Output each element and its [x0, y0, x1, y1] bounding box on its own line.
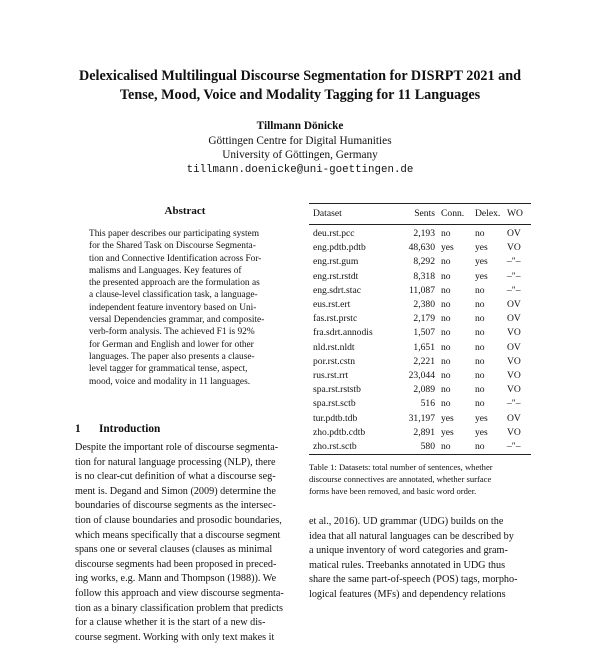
- table-caption: [309, 462, 531, 497]
- table-cell: no: [475, 299, 485, 311]
- table-row: [309, 255, 531, 269]
- table-cell: no: [441, 313, 451, 325]
- table-row: [309, 412, 531, 426]
- right-column-text: [309, 515, 531, 603]
- table-cell: –"–: [507, 256, 521, 268]
- author-block: [100, 119, 500, 177]
- table-cell: rus.rst.rrt: [313, 370, 349, 382]
- table-body: [309, 225, 531, 455]
- table-cell: eng.sdrt.stac: [313, 284, 361, 296]
- intro-line: for a clause whether it is the start of a new dis-: [75, 617, 266, 629]
- table-cell: nld.rst.nldt: [313, 341, 355, 353]
- abstract-line: tion and Connective Identification across For-: [89, 253, 262, 264]
- table-row: [309, 440, 531, 455]
- table-cell: VO: [507, 426, 521, 438]
- table-cell: zho.pdtb.cdtb: [313, 426, 366, 438]
- table-row: [309, 225, 531, 242]
- table-cell: no: [475, 341, 485, 353]
- table-cell: yes: [475, 270, 488, 282]
- table-row: [309, 355, 531, 369]
- table-cell: no: [441, 284, 451, 296]
- table-cell: 580: [420, 441, 435, 453]
- table-cell: 516: [420, 398, 435, 410]
- abstract-line: This paper describes our participating system: [89, 229, 260, 239]
- column-header: Sents: [414, 207, 435, 219]
- table-cell: 2,089: [413, 384, 435, 396]
- table-cell: yes: [475, 426, 488, 438]
- table-cell: OV: [507, 299, 521, 311]
- intro-line: tion for natural language processing (NLP), there: [75, 456, 276, 468]
- table-cell: yes: [475, 256, 488, 268]
- intro-line: spans one or several clauses (clauses as minimal: [75, 544, 273, 556]
- table-row: [309, 241, 531, 255]
- column-header: Dataset: [313, 207, 342, 219]
- table-cell: fra.sdrt.annodis: [313, 327, 373, 339]
- body-line: matical rules. Treebanks annotated in UDG thus: [309, 559, 506, 571]
- table-cell: 2,179: [413, 313, 435, 325]
- abstract-heading: Abstract: [164, 205, 206, 217]
- abstract-line: for the Shared Task on Discourse Segmenta-: [89, 241, 256, 252]
- table-cell: VO: [507, 355, 521, 367]
- table-cell: OV: [507, 228, 521, 239]
- introduction-text: [75, 441, 297, 645]
- table-cell: no: [475, 313, 485, 325]
- table-cell: eng.rst.gum: [313, 256, 359, 268]
- table-cell: yes: [441, 426, 454, 438]
- table-row: [309, 369, 531, 383]
- table-cell: deu.rst.pcc: [313, 228, 355, 239]
- table-cell: OV: [507, 341, 521, 353]
- table-cell: 2,891: [413, 426, 435, 438]
- datasets-table: [309, 203, 531, 455]
- abstract-line: level tagger for grammatical tense, aspect,: [89, 364, 248, 375]
- table-cell: no: [441, 398, 451, 410]
- paper-title: [40, 67, 560, 105]
- table-cell: 1,651: [413, 341, 435, 353]
- title-line: Delexicalised Multilingual Discourse Segmentation for DISRPT 2021 and: [78, 68, 522, 84]
- table-cell: no: [475, 384, 485, 396]
- table-cell: no: [441, 441, 451, 453]
- table-cell: VO: [507, 327, 521, 339]
- table-cell: yes: [441, 412, 454, 424]
- table-cell: no: [441, 355, 451, 367]
- table-cell: 23,044: [408, 370, 435, 382]
- table-cell: no: [475, 355, 485, 367]
- table-cell: tur.pdtb.tdb: [313, 412, 358, 424]
- table-cell: 2,221: [413, 355, 435, 367]
- title-line: Tense, Mood, Voice and Modality Tagging for 11 Languages: [119, 87, 481, 103]
- table-cell: 8,318: [413, 270, 435, 282]
- table-cell: fas.rst.prstc: [313, 313, 358, 325]
- table-cell: OV: [507, 313, 521, 325]
- table-cell: no: [441, 384, 451, 396]
- body-line: share the same part-of-speech (POS) tags, morpho-: [309, 574, 518, 586]
- table-cell: eng.pdtb.pdtb: [313, 242, 366, 254]
- table-row: [309, 426, 531, 440]
- abstract-text: [89, 228, 279, 388]
- table-cell: VO: [507, 370, 521, 382]
- intro-line: ment is. Degand and Simon (2009) determine the: [75, 485, 276, 497]
- table-cell: no: [475, 284, 485, 296]
- abstract-line: for German and English and lower for other: [89, 339, 254, 350]
- table-cell: 11,087: [408, 284, 435, 296]
- table-cell: no: [441, 299, 451, 311]
- section-number: 1: [75, 423, 81, 435]
- table-cell: no: [475, 441, 485, 453]
- intro-line: Despite the important role of discourse segmenta-: [75, 442, 279, 453]
- table-cell: –"–: [507, 284, 521, 296]
- body-line: logical features (MFs) and dependency relations: [309, 588, 506, 600]
- column-header: Delex.: [475, 207, 501, 219]
- body-line: a unique inventory of word categories and gram-: [309, 545, 508, 557]
- table-cell: 8,292: [413, 256, 435, 268]
- table-row: [309, 383, 531, 397]
- table-header-row: [309, 204, 531, 225]
- table-cell: por.rst.cstn: [313, 355, 356, 367]
- table-cell: OV: [507, 412, 521, 424]
- section-title: Introduction: [99, 423, 161, 435]
- caption-line: discourse connectives are annotated, whether surface: [309, 473, 492, 484]
- abstract-line: verb-form analysis. The achieved F1 is 92%: [89, 327, 255, 338]
- table-row: [309, 341, 531, 355]
- table-cell: 2,380: [413, 299, 435, 311]
- table-cell: no: [441, 327, 451, 339]
- author-email: tillmann.doenicke@uni-goettingen.de: [186, 163, 414, 176]
- table-cell: zho.rst.sctb: [313, 441, 357, 453]
- table-cell: –"–: [507, 270, 521, 282]
- table-row: [309, 326, 531, 340]
- table-cell: VO: [507, 242, 521, 254]
- table-row: [309, 397, 531, 411]
- table-cell: –"–: [507, 441, 521, 453]
- table-cell: yes: [475, 412, 488, 424]
- table-cell: no: [475, 370, 485, 382]
- table-row: [309, 270, 531, 284]
- intro-line: course segment. Working with only text makes it: [75, 631, 275, 643]
- table-cell: yes: [441, 242, 454, 254]
- intro-line: boundaries of discourse segments as the intersec-: [75, 500, 276, 512]
- intro-line: is no clear-cut definition of what a discourse seg-: [75, 471, 276, 483]
- abstract-line: independent feature inventory based on Uni-: [89, 302, 257, 313]
- table-cell: no: [475, 327, 485, 339]
- column-header: WO: [507, 207, 523, 219]
- intro-line: tion of clause boundaries and prosodic boundaries,: [75, 514, 282, 526]
- abstract-line: versal Dependencies grammar, and composite-: [89, 315, 265, 326]
- intro-line: which means specifically that a discourse segment: [75, 529, 281, 541]
- table-cell: 1,507: [413, 327, 435, 339]
- table-cell: no: [441, 256, 451, 268]
- table-cell: no: [441, 228, 451, 239]
- body-line: idea that all natural languages can be described by: [309, 530, 514, 542]
- table-cell: 48,630: [408, 242, 435, 254]
- table-cell: no: [475, 398, 485, 410]
- table-cell: eus.rst.ert: [313, 299, 351, 311]
- table-cell: 31,197: [408, 412, 435, 424]
- table-cell: spa.rst.sctb: [313, 398, 356, 410]
- table-cell: –"–: [507, 398, 521, 410]
- abstract-line: the presented approach are the formulation as: [89, 278, 260, 289]
- table-row: [309, 298, 531, 312]
- author-affiliation: Göttingen Centre for Digital Humanities: [208, 134, 392, 147]
- author-university: University of Göttingen, Germany: [222, 149, 378, 162]
- table-cell: no: [475, 228, 485, 239]
- table-cell: no: [441, 341, 451, 353]
- table-cell: eng.rst.rstdt: [313, 270, 359, 282]
- body-line: et al., 2016). UD grammar (UDG) builds on the: [309, 516, 504, 527]
- table-row: [309, 312, 531, 326]
- abstract-line: mood, voice and modality in 11 languages.: [89, 376, 251, 387]
- table-row: [309, 284, 531, 298]
- section-heading: [75, 423, 160, 435]
- table-cell: 2,193: [413, 228, 435, 239]
- author-name: Tillmann Dönicke: [256, 120, 344, 132]
- caption-line: Table 1: Datasets: total number of sentences, whether: [309, 462, 493, 472]
- table-cell: VO: [507, 384, 521, 396]
- intro-line: ing works, e.g. Mann and Thompson (1988)). We: [75, 573, 277, 585]
- table-cell: yes: [475, 242, 488, 254]
- intro-line: discourse segments had been proposed in preced-: [75, 558, 277, 570]
- column-header: Conn.: [441, 207, 465, 219]
- table-cell: spa.rst.rststb: [313, 384, 361, 396]
- abstract-line: languages. The paper also presents a clause-: [89, 351, 255, 362]
- intro-line: follow this approach and view discourse segmenta-: [75, 587, 284, 599]
- table-cell: no: [441, 370, 451, 382]
- abstract-line: malisms and Languages. Key features of: [89, 265, 242, 276]
- abstract-line: a clause-level classification task, a language-: [89, 290, 258, 301]
- caption-line: forms have been removed, and basic word order.: [309, 485, 477, 496]
- intro-line: tion as a binary classification problem that predicts: [75, 602, 283, 614]
- table-cell: no: [441, 270, 451, 282]
